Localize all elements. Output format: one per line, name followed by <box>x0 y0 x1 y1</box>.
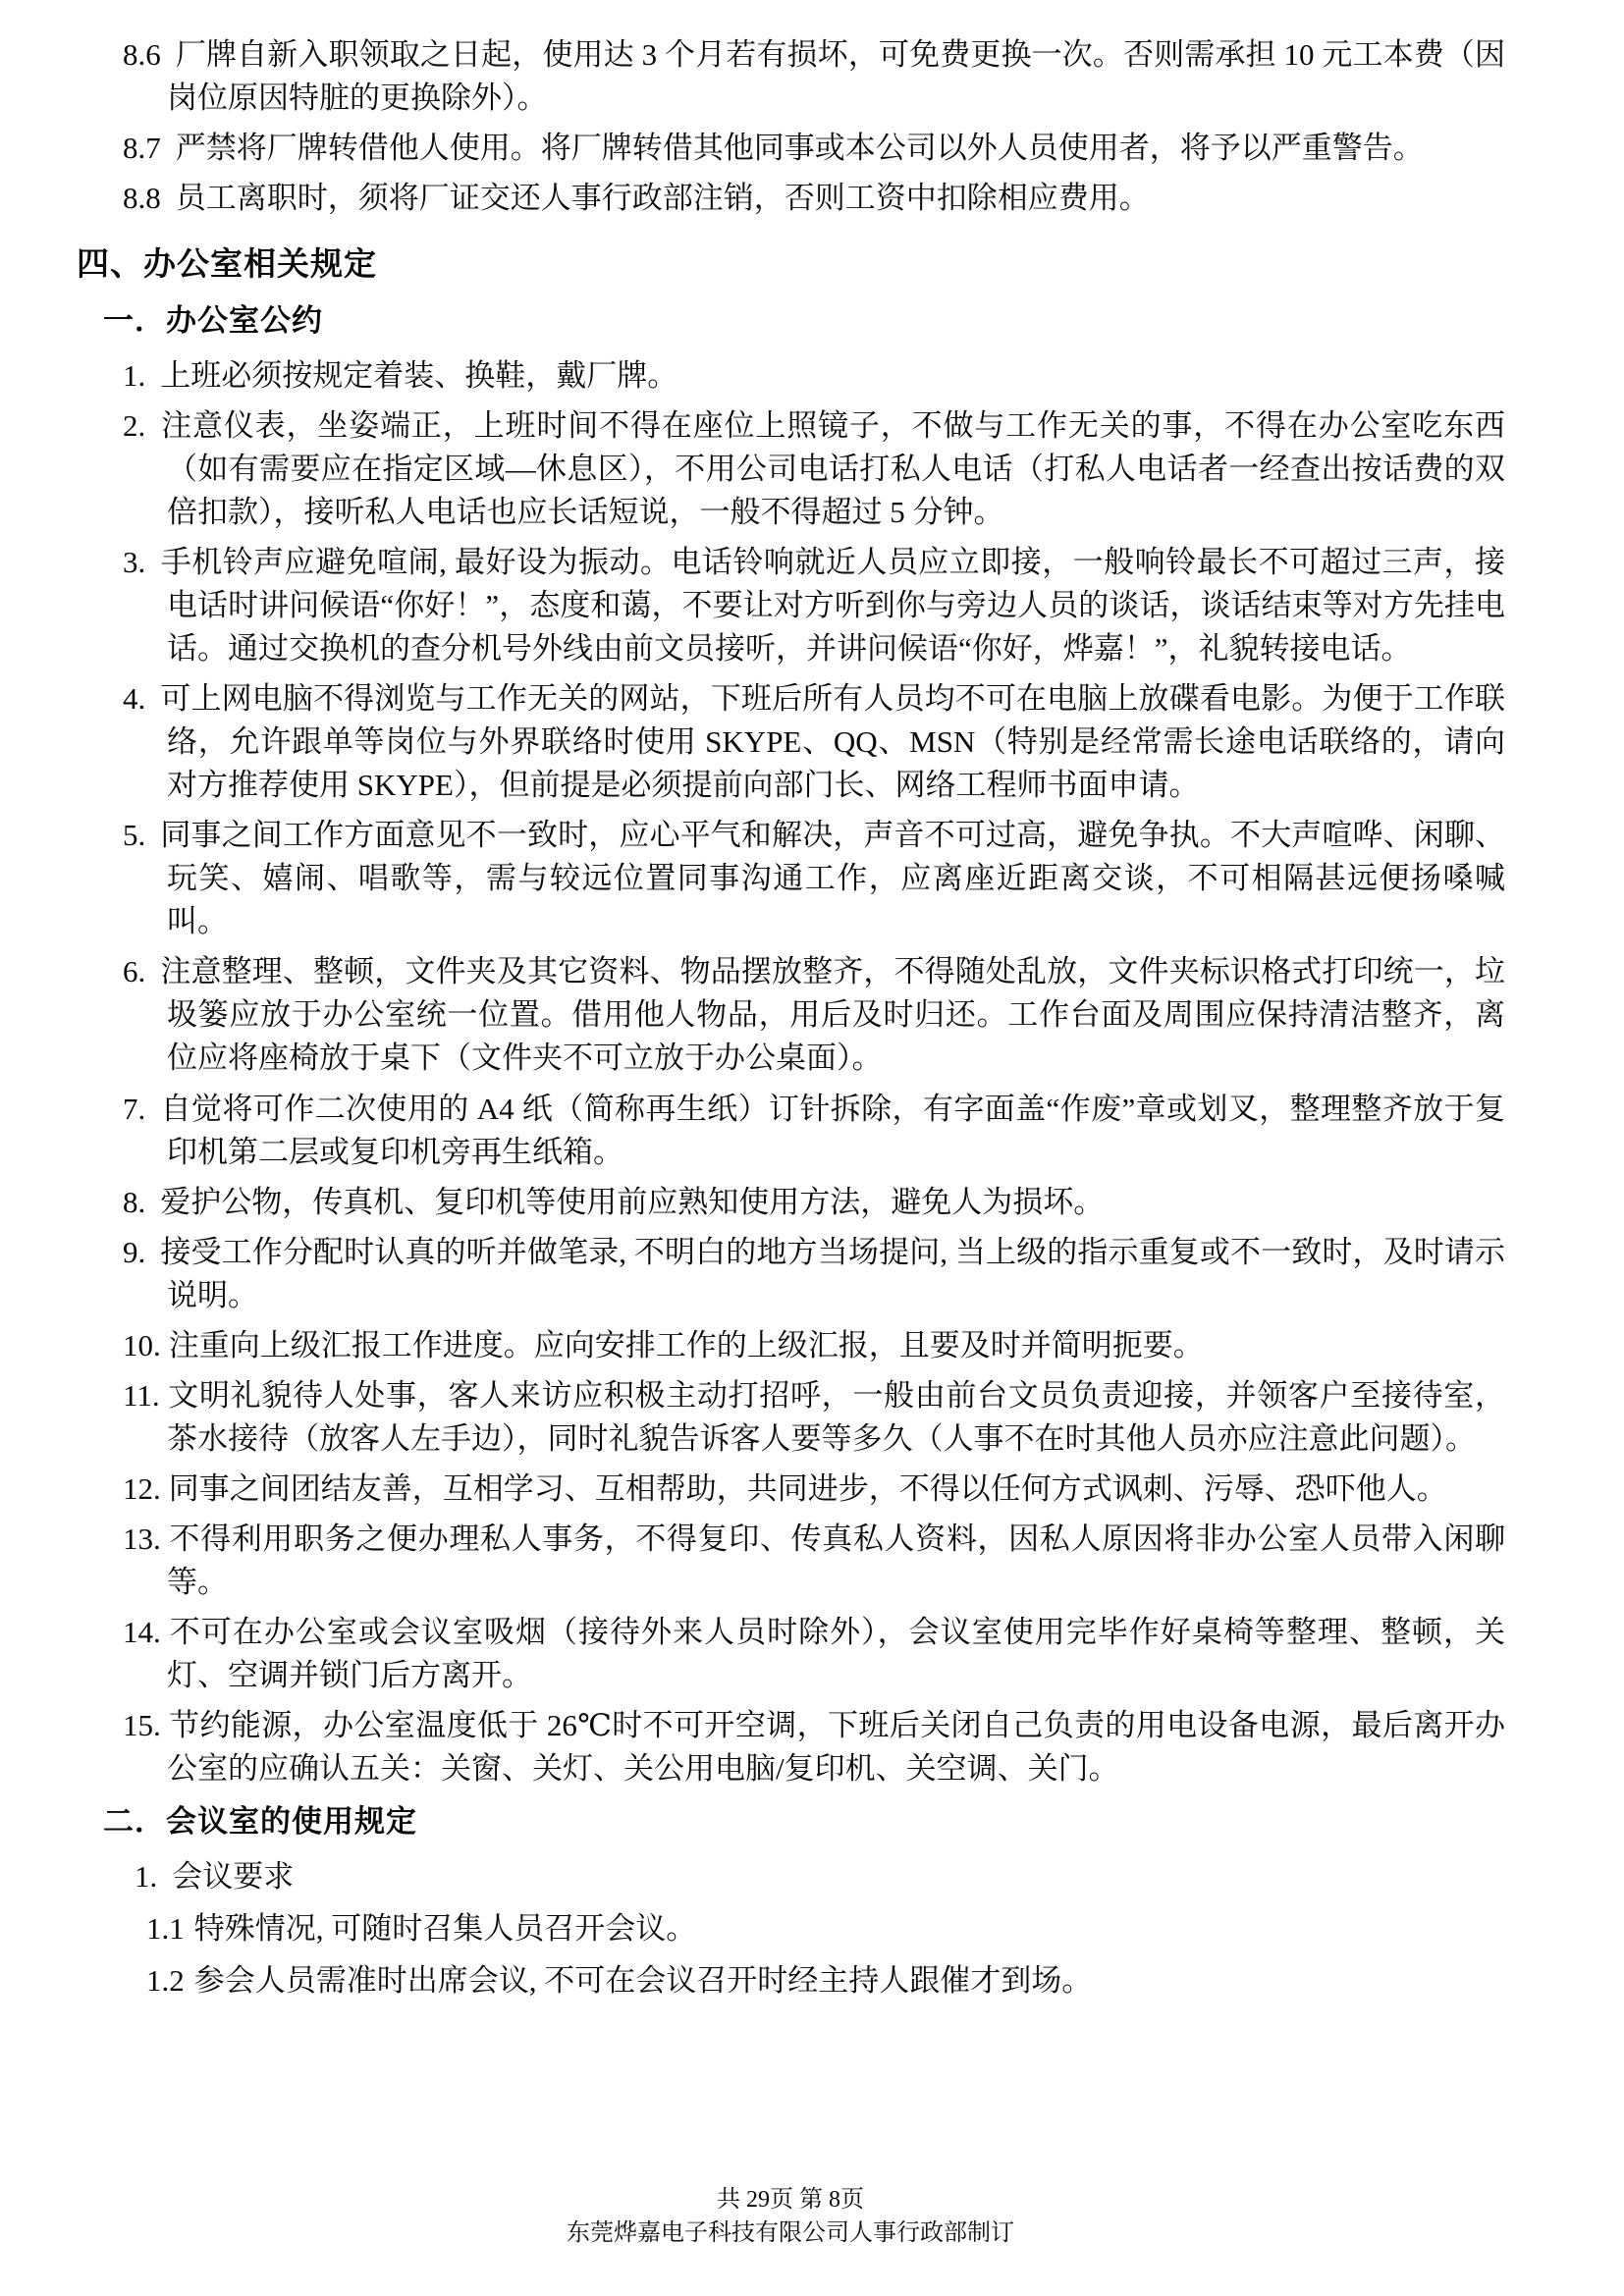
convention-item <box>123 677 1505 807</box>
badge-rule-item <box>123 127 1505 170</box>
rule-number: 1.1 <box>146 1911 185 1947</box>
rule-text: 会议要求 <box>172 1859 295 1895</box>
rule-text: 员工离职时，须将厂证交还人事行政部注销，否则工资中扣除相应费用。 <box>175 181 1150 216</box>
rule-number: 10. <box>123 1327 161 1362</box>
convention-item <box>123 1374 1505 1461</box>
rule-number: 8.6 <box>123 37 161 72</box>
rule-text: 注意仪表，坐姿端正，上班时间不得在座位上照镜子，不做与工作无关的事，不得在办公室吃东西（如有需要应在指定区域—休息区），不用公司电话打私人电话（打私人电话者一经查出按话费的双倍扣款），接听私人电话也应长话短说，一般不得超过 5 分钟。 <box>160 408 1505 530</box>
badge-rule-item <box>123 177 1505 220</box>
convention-item <box>123 1324 1505 1367</box>
convention-item <box>123 950 1505 1080</box>
rule-number: 7. <box>123 1091 146 1126</box>
page-footer <box>0 2183 1581 2250</box>
rule-number: 2. <box>123 408 146 444</box>
rule-number: 1. <box>123 358 146 394</box>
rule-text: 严禁将厂牌转借他人使用。将厂牌转借其他同事或本公司以外人员使用者，将予以严重警告。 <box>175 131 1424 166</box>
rule-text: 手机铃声应避免喧闹, 最好设为振动。电话铃响就近人员应立即接，一般响铃最长不可超过三声，接电话时讲问候语“你好！”，态度和蔼，不要让对方听到你与旁边人员的谈话，谈话结束等对方先挂电话。通过交换机的查分机号外线由前文员接听，并讲问候语“你好，烨嘉！”，礼貌转接电话。 <box>160 545 1505 667</box>
page-number: 共 29页 第 8页 <box>717 2187 864 2213</box>
rule-text: 自觉将可作二次使用的 A4 纸（简称再生纸）订针拆除，有字面盖“作废”章或划叉，整理整齐放于复印机第二层或复印机旁再生纸箱。 <box>160 1091 1505 1169</box>
rule-text: 注意整理、整顿，文件夹及其它资料、物品摆放整齐，不得随处乱放，文件夹标识格式打印统一，垃圾篓应放于办公室统一位置。借用他人物品，用后及时归还。工作台面及周围应保持清洁整齐，离位应将座椅放于桌下（文件夹不可立放于办公桌面）。 <box>160 954 1505 1076</box>
rule-number: 8.8 <box>123 181 161 216</box>
meeting-rule-item <box>146 1907 1505 1950</box>
rule-text: 同事之间团结友善，互相学习、互相帮助，共同进步，不得以任何方式讽刺、污辱、恐吓他人。 <box>168 1470 1447 1506</box>
rule-text: 参会人员需准时出席会议, 不可在会议召开时经主持人跟催才到场。 <box>193 1963 1093 1999</box>
rule-text: 不可在办公室或会议室吸烟（接待外来人员时除外），会议室使用完毕作好桌椅等整理、整顿，关灯、空调并锁门后方离开。 <box>167 1614 1505 1692</box>
rule-text: 文明礼貌待人处事，客人来访应积极主动打招呼，一般由前台文员负责迎接，并领客户至接待室，茶水接待（放客人左手边），同时礼貌告诉客人要等多久（人事不在时其他人员亦应注意此问题）。 <box>167 1377 1505 1456</box>
rule-text: 接受工作分配时认真的听并做笔录, 不明白的地方当场提问, 当上级的指示重复或不一致时，及时请示说明。 <box>160 1234 1505 1312</box>
convention-item <box>123 1611 1505 1697</box>
subsection-heading-meeting: 二．会议室的使用规定 <box>103 1803 417 1839</box>
convention-item <box>123 1518 1505 1604</box>
rule-number: 1. <box>135 1859 158 1895</box>
rule-number: 15. <box>123 1707 161 1742</box>
rule-text: 可上网电脑不得浏览与工作无关的网站，下班后所有人员均不可在电脑上放碟看电影。为便于工作联络，允许跟单等岗位与外界联络时使用 SKYPE、QQ、MSN（特别是经常需长途电话联络的，请向对方推荐使用 SKYPE），但前提是必须提前向部门长、网络工程师书面申请。 <box>160 681 1505 803</box>
document-body <box>77 33 1505 2011</box>
rule-number: 12. <box>123 1470 161 1506</box>
meeting-rule-item <box>146 1959 1505 2002</box>
rule-text: 同事之间工作方面意见不一致时，应心平气和解决，声音不可过高，避免争执。不大声喧哗、闲聊、玩笑、嬉闹、唱歌等，需与较远位置同事沟通工作，应离座近距离交谈，不可相隔甚远便扬嗓喊叫。 <box>160 818 1505 939</box>
convention-item <box>123 1231 1505 1317</box>
rule-number: 6. <box>123 954 146 989</box>
rule-number: 4. <box>123 681 146 717</box>
rule-text: 不得利用职务之便办理私人事务，不得复印、传真私人资料，因私人原因将非办公室人员带入闲聊等。 <box>167 1521 1505 1599</box>
rule-number: 1.2 <box>146 1963 185 1999</box>
convention-item <box>123 404 1505 534</box>
convention-item <box>123 814 1505 943</box>
meeting-requirements-heading <box>135 1855 1505 1898</box>
rule-text: 厂牌自新入职领取之日起，使用达 3 个月若有损坏，可免费更换一次。否则需承担 10 元工本费（因岗位原因特脏的更换除外）。 <box>167 37 1505 116</box>
rule-number: 13. <box>123 1521 161 1556</box>
section-heading-office: 四、办公室相关规定 <box>77 245 377 283</box>
convention-item <box>123 1181 1505 1224</box>
rule-number: 5. <box>123 818 146 853</box>
publisher: 东莞烨嘉电子科技有限公司人事行政部制订 <box>567 2220 1014 2246</box>
rule-number: 3. <box>123 545 146 580</box>
rule-number: 9. <box>123 1234 146 1269</box>
rule-number: 14. <box>123 1614 161 1649</box>
rule-text: 上班必须按规定着装、换鞋，戴厂牌。 <box>160 358 678 394</box>
rule-number: 11. <box>123 1377 160 1413</box>
rule-number: 8.7 <box>123 131 161 166</box>
rule-number: 8. <box>123 1184 146 1219</box>
rule-text: 注重向上级汇报工作进度。应向安排工作的上级汇报，且要及时并简明扼要。 <box>168 1327 1204 1362</box>
rule-text: 特殊情况, 可随时召集人员召开会议。 <box>193 1911 697 1947</box>
convention-item <box>123 1088 1505 1174</box>
convention-item <box>123 541 1505 670</box>
convention-item <box>123 1468 1505 1511</box>
rule-text: 爱护公物，传真机、复印机等使用前应熟知使用方法，避免人为损坏。 <box>160 1184 1105 1219</box>
rule-text: 节约能源，办公室温度低于 26℃时不可开空调，下班后关闭自己负责的用电设备电源，最后离开办公室的应确认五关：关窗、关灯、关公用电脑/复印机、关空调、关门。 <box>167 1707 1505 1786</box>
subsection-heading-convention: 一．办公室公约 <box>103 302 323 338</box>
badge-rule-item <box>123 33 1505 120</box>
convention-item <box>123 1704 1505 1790</box>
convention-item <box>123 354 1505 398</box>
